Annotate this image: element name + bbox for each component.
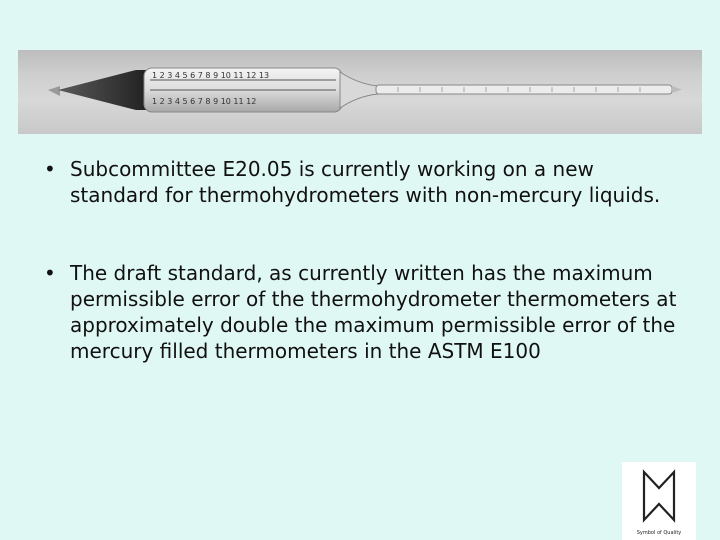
bullet-list — [44, 156, 684, 416]
thermohydrometer-photo — [18, 50, 702, 134]
svg-text:1 2 3 4 5 6 7 8 9 10 11 12: 1 2 3 4 5 6 7 8 9 10 11 12 — [152, 97, 257, 106]
bullet-item — [44, 156, 684, 208]
bullet-text: The draft standard, as currently written has the maximum permissible error of the thermohydrometer thermometers at approximately double the maximum permissible error of the mercury filled thermometers in the ASTM E100 — [70, 261, 677, 363]
svg-text:1 2 3 4 5 6 7 8 9 10 11 12 13: 1 2 3 4 5 6 7 8 9 10 11 12 13 — [152, 71, 270, 80]
thermohydrometer-illustration — [18, 50, 702, 134]
bullet-item — [44, 260, 684, 364]
bullet-marker: • — [44, 261, 56, 285]
logo-caption: Symbol of Quality — [636, 530, 682, 536]
mw-logo-icon — [622, 462, 696, 528]
logo — [622, 462, 696, 540]
bullet-text: Subcommittee E20.05 is currently working on a new standard for thermohydrometers with non-mercury liquids. — [70, 157, 661, 207]
bullet-marker: • — [44, 157, 56, 181]
